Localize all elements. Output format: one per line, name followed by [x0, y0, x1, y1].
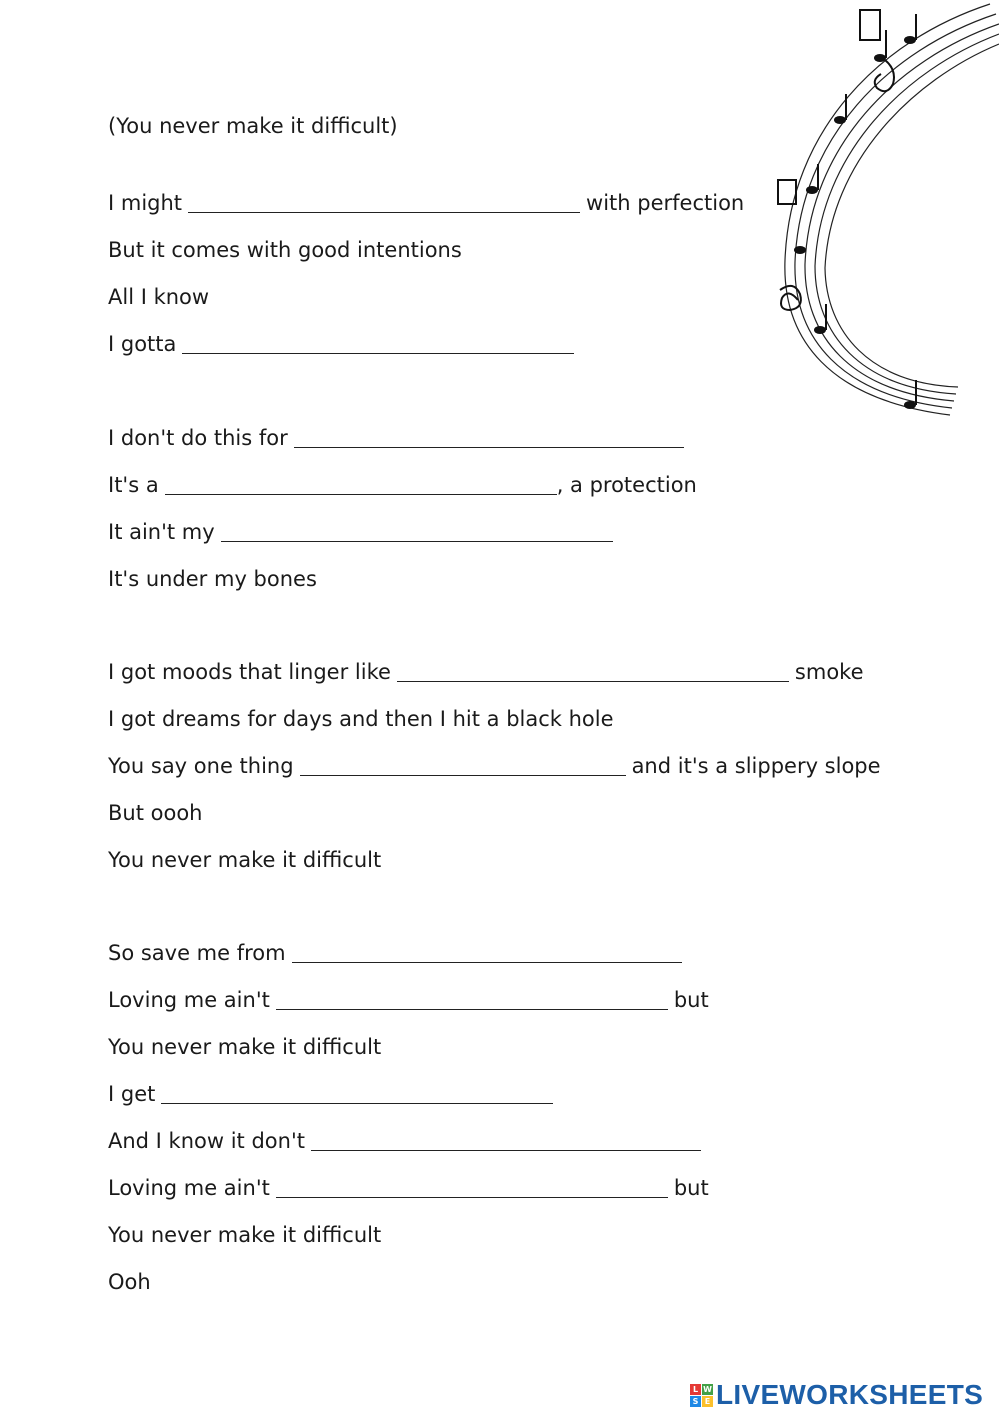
lyric-line-13: You never make it difficult	[108, 848, 382, 872]
blank-field-3[interactable]	[294, 429, 684, 448]
blank-field-5[interactable]	[221, 523, 613, 542]
lyric-line-15: Loving me ain't but	[108, 988, 709, 1012]
logo-blocks-icon: L W S E	[690, 1384, 713, 1407]
blank-field-2[interactable]	[182, 335, 574, 354]
lyric-line-21: Ooh	[108, 1270, 151, 1294]
brand-name: LIVEWORKSHEETS	[716, 1379, 984, 1410]
lyric-line-11: You say one thing and it's a slippery slope	[108, 754, 881, 778]
lyric-line-9: I got moods that linger like smoke	[108, 660, 864, 684]
blank-field-8[interactable]	[292, 944, 682, 963]
blank-field-7[interactable]	[300, 757, 626, 776]
lyric-line-14: So save me from	[108, 939, 688, 967]
lyric-line-10: I got dreams for days and then I hit a black hole	[108, 707, 614, 731]
lyric-line-3: All I know	[108, 285, 210, 309]
lyric-line-5: I don't do this for	[108, 424, 690, 452]
lyric-line-12: But oooh	[108, 801, 203, 825]
blank-field-1[interactable]	[188, 194, 580, 213]
music-staff-swirl-icon	[760, 0, 999, 440]
blank-field-6[interactable]	[397, 663, 789, 682]
blank-field-11[interactable]	[311, 1132, 701, 1151]
lyric-line-20: You never make it difficult	[108, 1223, 382, 1247]
lyric-line-1: I might with perfection	[108, 191, 745, 215]
lyric-line-2: But it comes with good intentions	[108, 238, 462, 262]
lyric-line-19: Loving me ain't but	[108, 1176, 709, 1200]
blank-field-4[interactable]	[165, 476, 557, 495]
lyric-line-7: It ain't my	[108, 518, 619, 546]
lyric-line-18: And I know it don't	[108, 1127, 707, 1155]
lyric-line-17: I get	[108, 1080, 559, 1108]
lyric-line-16: You never make it difficult	[108, 1035, 382, 1059]
lyric-line-6: It's a , a protection	[108, 473, 697, 497]
blank-field-9[interactable]	[276, 991, 668, 1010]
intro-line: (You never make it difficult)	[108, 114, 398, 138]
lyric-line-8: It's under my bones	[108, 567, 317, 591]
blank-field-10[interactable]	[161, 1085, 553, 1104]
blank-field-12[interactable]	[276, 1179, 668, 1198]
lyric-line-4: I gotta	[108, 330, 580, 358]
liveworksheets-logo[interactable]	[690, 1378, 983, 1412]
